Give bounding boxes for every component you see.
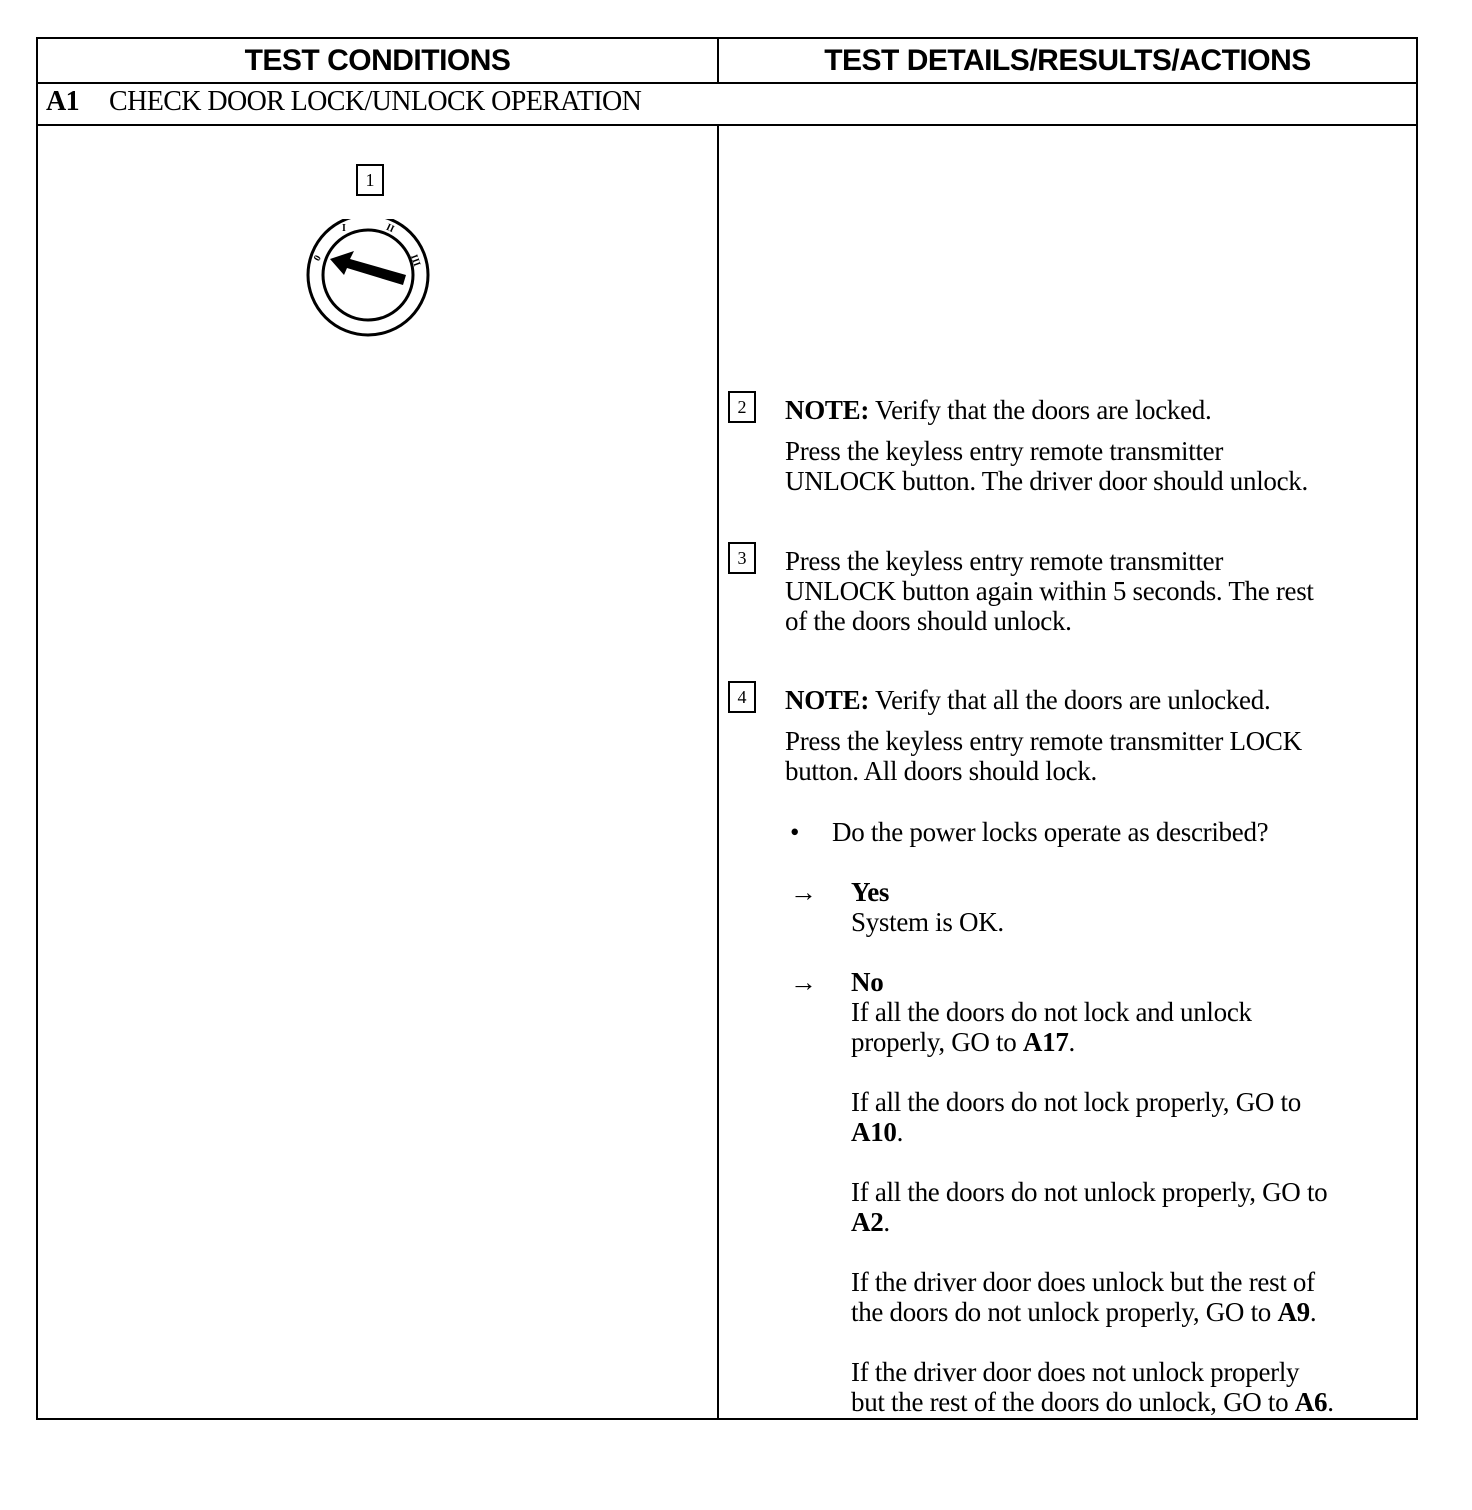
no-action-a17: If all the doors do not lock and unlock properly, GO to A17. bbox=[851, 997, 1252, 1057]
no-arrow-icon: → bbox=[790, 967, 817, 997]
header-test-details: TEST DETAILS/RESULTS/ACTIONS bbox=[824, 43, 1311, 77]
section-title bbox=[46, 86, 641, 118]
section-rule bbox=[38, 124, 1416, 126]
header-test-conditions: TEST CONDITIONS bbox=[244, 43, 511, 77]
step-3-instruction: Press the keyless entry remote transmitter UNLOCK button again within 5 seconds. The rest of the doors should unlock. bbox=[785, 546, 1314, 636]
yes-arrow-icon: → bbox=[790, 877, 817, 907]
header-rule bbox=[38, 82, 1416, 84]
step-2-box: 2 bbox=[728, 391, 756, 423]
no-action-a10: If all the doors do not lock properly, GO to A10. bbox=[851, 1087, 1301, 1147]
no-answer-label: No bbox=[851, 967, 884, 997]
step-1-box: 1 bbox=[356, 164, 384, 196]
step-4-instruction: Press the keyless entry remote transmitter LOCK button. All doors should lock. bbox=[785, 726, 1302, 786]
step-2-note: NOTE: Verify that the doors are locked. bbox=[785, 395, 1212, 425]
no-action-a9: If the driver door does unlock but the rest of the doors do not unlock properly, GO to A9. bbox=[851, 1267, 1317, 1327]
step-4-box: 4 bbox=[728, 681, 756, 713]
position-3-label: III bbox=[407, 253, 423, 268]
header-divider bbox=[717, 39, 719, 83]
diagnostic-table bbox=[36, 37, 1418, 1420]
step-3-box: 3 bbox=[728, 542, 756, 574]
question-bullet: • bbox=[790, 817, 800, 847]
section-title-text: CHECK DOOR LOCK/UNLOCK OPERATION bbox=[109, 86, 642, 117]
position-2-label: II bbox=[384, 221, 396, 236]
section-code: A1 bbox=[46, 86, 80, 117]
no-action-a6: If the driver door does not unlock properly but the rest of the doors do unlock, GO to A6. bbox=[851, 1357, 1334, 1417]
ignition-switch-icon bbox=[306, 219, 434, 337]
position-off-label: 0 bbox=[311, 253, 324, 264]
position-1-label: I bbox=[342, 223, 346, 234]
no-action-a2: If all the doors do not unlock properly, GO to A2. bbox=[851, 1177, 1328, 1237]
step-4-note: NOTE: Verify that all the doors are unlocked. bbox=[785, 685, 1271, 715]
step-2-instruction: Press the keyless entry remote transmitter UNLOCK button. The driver door should unlock. bbox=[785, 436, 1308, 496]
question-text: Do the power locks operate as described? bbox=[832, 817, 1269, 847]
column-divider bbox=[717, 125, 719, 1418]
yes-answer: Yes System is OK. bbox=[851, 877, 1004, 937]
